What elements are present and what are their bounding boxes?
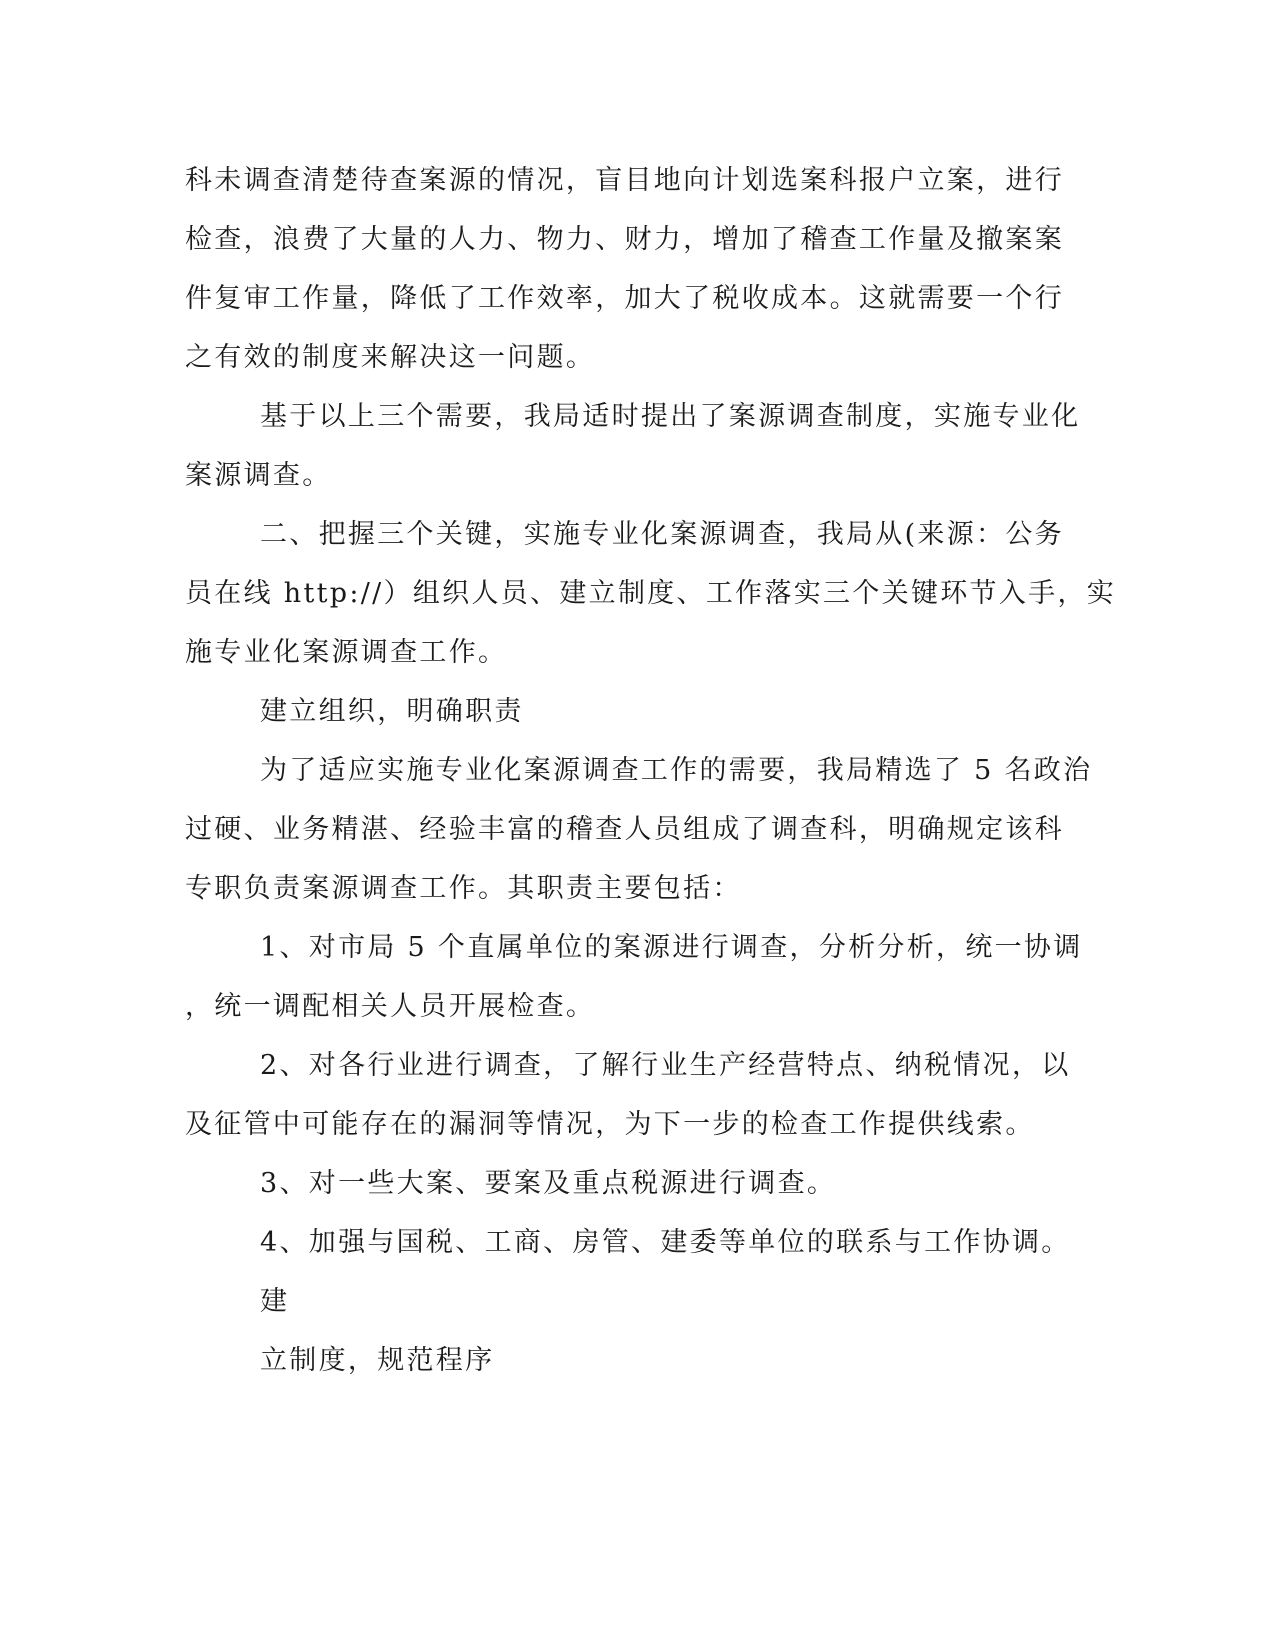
text-line-6: 案源调查。	[185, 460, 332, 491]
text-line-7: 二、把握三个关键，实施专业化案源调查，我局从(来源：公务	[260, 519, 1064, 550]
text-line-4: 之有效的制度来解决这一问题。	[185, 342, 596, 373]
text-line-12: 过硬、业务精湛、经验丰富的稽查人员组成了调查科，明确规定该科	[185, 814, 1064, 845]
text-line-17: 及征管中可能存在的漏洞等情况，为下一步的检查工作提供线索。	[185, 1109, 1035, 1140]
text-line-8: 员在线 http://）组织人员、建立制度、工作落实三个关键环节入手，实	[185, 578, 1117, 609]
text-line-13: 专职负责案源调查工作。其职责主要包括：	[185, 873, 742, 904]
text-line-19: 4、加强与国税、工商、房管、建委等单位的联系与工作协调。	[260, 1227, 1071, 1258]
section-heading-2: 立制度，规范程序	[260, 1345, 495, 1376]
text-line-9: 施专业化案源调查工作。	[185, 637, 508, 668]
text-line-15: ，统一调配相关人员开展检查。	[185, 991, 596, 1022]
text-line-11: 为了适应实施专业化案源调查工作的需要，我局精选了 5 名政治	[260, 755, 1093, 786]
text-line-14: 1、对市局 5 个直属单位的案源进行调查，分析分析，统一协调	[260, 932, 1083, 963]
text-line-2: 检查，浪费了大量的人力、物力、财力，增加了稽查工作量及撤案案	[185, 224, 1064, 255]
text-line-5: 基于以上三个需要，我局适时提出了案源调查制度，实施专业化	[260, 401, 1081, 432]
section-heading: 建立组织，明确职责	[260, 696, 524, 727]
text-line-3: 件复审工作量，降低了工作效率，加大了税收成本。这就需要一个行	[185, 283, 1064, 314]
text-line-20: 建	[260, 1286, 290, 1317]
text-line-18: 3、对一些大案、要案及重点税源进行调查。	[260, 1168, 837, 1199]
text-line-16: 2、对各行业进行调查，了解行业生产经营特点、纳税情况，以	[260, 1050, 1071, 1081]
text-line-1: 科未调查清楚待查案源的情况，盲目地向计划选案科报户立案，进行	[185, 165, 1064, 196]
